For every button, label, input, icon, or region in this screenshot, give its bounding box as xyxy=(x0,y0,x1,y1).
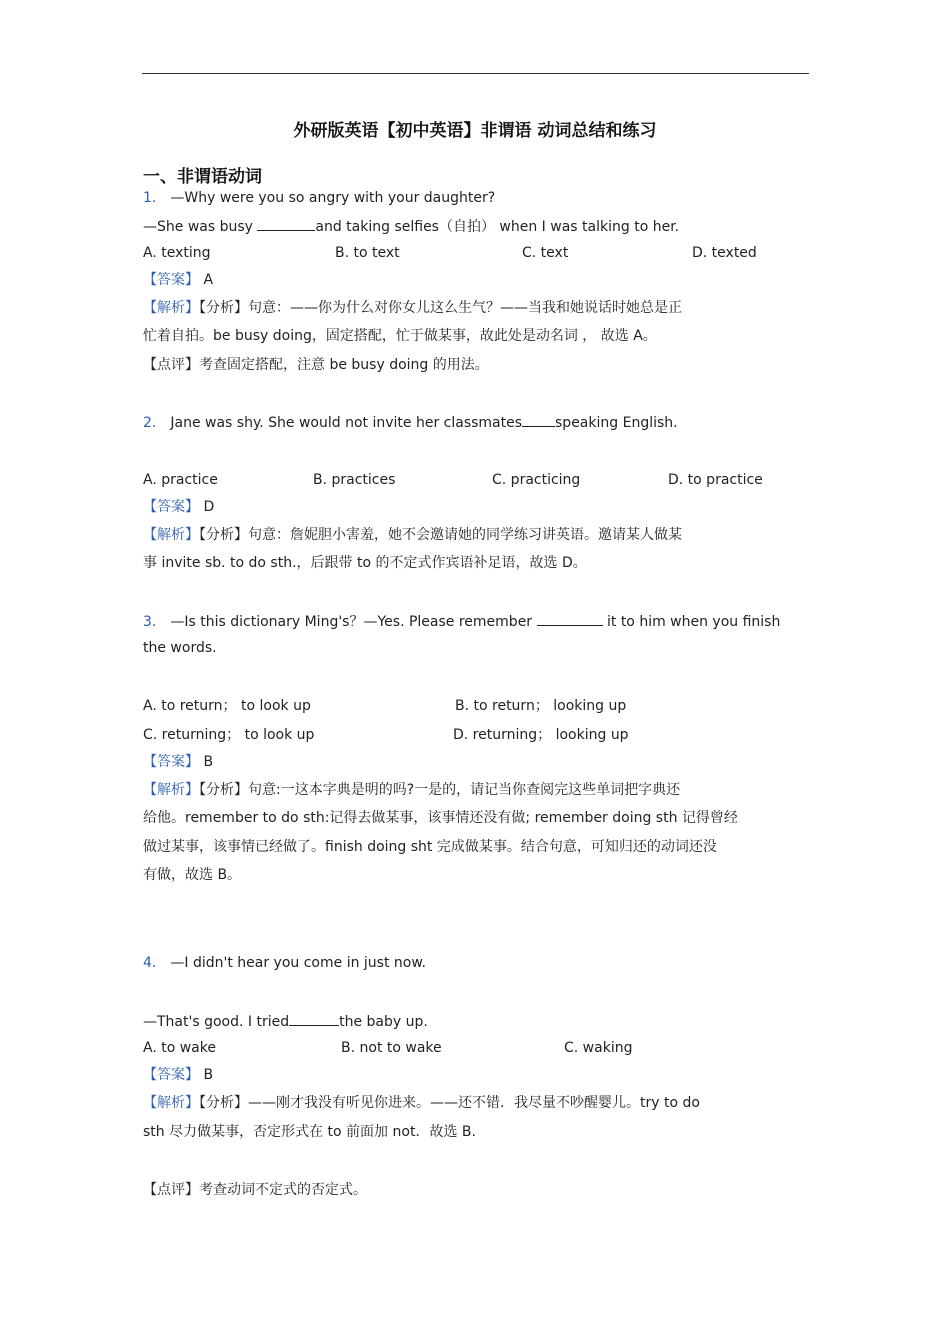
top-rule xyxy=(142,73,809,74)
answer-tag: 【答案】 xyxy=(143,754,199,770)
q3-text-b: it to him when you finish xyxy=(606,614,781,630)
q4-answer xyxy=(143,1065,213,1085)
q4-option-b: B. not to wake xyxy=(341,1040,442,1056)
q4-comment: 【点评】考查动词不定式的否定式。 xyxy=(143,1182,367,1198)
answer-tag: 【答案】 xyxy=(143,499,199,515)
q4-analysis2: sth 尽力做某事，否定形式在 to 前面加 not．故选 B. xyxy=(143,1124,476,1140)
q4-analysis-line1 xyxy=(143,1093,700,1113)
q4-analysis1: 【分析】——刚才我没有听见你进来。——还不错．我尽量不吵醒婴儿。try to do xyxy=(199,1095,700,1111)
q1-option-c: C. text xyxy=(522,245,569,261)
q3-analysis1: 【分析】句意:一这本字典是明的吗?一是的，请记当你查阅完这些单词把字典还 xyxy=(199,782,681,798)
q1-line2 xyxy=(143,216,679,237)
q2-option-d: D. to practice xyxy=(668,472,763,488)
q1-analysis2: 忙着自拍。be busy doing，固定搭配，忙于做某事，故此处是动名词 ， 故选 A。 xyxy=(143,328,657,344)
q2-answer xyxy=(143,497,214,517)
q3-analysis-line1 xyxy=(143,780,680,800)
answer-tag: 【答案】 xyxy=(143,272,199,288)
q3-number: 3． xyxy=(143,614,166,630)
q3-text-a: —Is this dictionary Ming's？—Yes. Please remember xyxy=(170,614,533,630)
q1-comment-text: 考查固定搭配，注意 be busy doing 的用法。 xyxy=(199,357,489,373)
q1-analysis1: 【分析】句意：——你为什么对你女儿这么生气？——当我和她说话时她总是正 xyxy=(199,300,682,316)
q1-blank xyxy=(257,216,315,231)
q1-text1: —Why were you so angry with your daughter? xyxy=(170,190,496,206)
q3-blank xyxy=(537,611,603,626)
q3-option-b: B. to return； looking up xyxy=(455,698,627,714)
q4-text2a: —That's good. I tried xyxy=(143,1014,290,1030)
section-heading: 一、非谓语动词 xyxy=(143,167,262,187)
q1-comment xyxy=(143,355,489,375)
q1-option-d: D. texted xyxy=(692,245,757,261)
q4-text1: —I didn't hear you come in just now. xyxy=(170,955,426,971)
q1-text2b: and taking selfies（自拍） when I was talking to her. xyxy=(315,219,680,235)
q2-option-c: C. practicing xyxy=(492,472,581,488)
q2-blank xyxy=(522,412,555,427)
analysis-tag: 【解析】 xyxy=(143,527,199,543)
q3-text2: the words. xyxy=(143,640,217,656)
q1-text2a: —She was busy xyxy=(143,219,258,235)
q1-answer xyxy=(143,270,213,290)
analysis-tag: 【解析】 xyxy=(143,782,199,798)
q3-analysis4: 有做，故选 B。 xyxy=(143,867,242,883)
q2-option-b: B. practices xyxy=(313,472,396,488)
comment-tag: 【点评】 xyxy=(143,357,199,373)
q2-analysis2: 事 invite sb. to do sth.，后跟带 to 的不定式作宾语补足语，故选 D。 xyxy=(143,555,587,571)
q3-analysis2: 给他。remember to do sth:记得去做某事，该事情还没有做; remember doing sth 记得曾经 xyxy=(143,810,738,826)
q1-option-a: A. texting xyxy=(143,245,211,261)
q4-line1 xyxy=(143,953,426,973)
q3-analysis3: 做过某事，该事情已经做了。finish doing sht 完成做某事。结合句意，可知归还的动词还没 xyxy=(143,839,717,855)
q2-analysis1: 【分析】句意：詹妮胆小害羞，她不会邀请她的同学练习讲英语。邀请某人做某 xyxy=(199,527,682,543)
q1-line1 xyxy=(143,188,495,208)
q2-line1 xyxy=(143,412,678,433)
q2-option-a: A. practice xyxy=(143,472,218,488)
q3-option-a: A. to return； to look up xyxy=(143,698,311,714)
page-title: 外研版英语【初中英语】非谓语 动词总结和练习 xyxy=(293,121,657,141)
q2-analysis-line1 xyxy=(143,525,682,545)
q3-answer xyxy=(143,752,213,772)
analysis-tag: 【解析】 xyxy=(143,300,199,316)
q1-answer-value: A xyxy=(203,272,214,288)
q1-number: 1． xyxy=(143,190,166,206)
q4-blank xyxy=(289,1011,339,1026)
q4-option-a: A. to wake xyxy=(143,1040,216,1056)
q2-number: 2． xyxy=(143,415,166,431)
q2-answer-value: D xyxy=(203,499,215,515)
q4-answer-value: B xyxy=(203,1067,214,1083)
q2-text-a: Jane was shy. She would not invite her classmates xyxy=(170,415,523,431)
q3-line1 xyxy=(143,611,780,632)
q4-option-c: C. waking xyxy=(564,1040,633,1056)
q1-option-b: B. to text xyxy=(335,245,400,261)
q3-answer-value: B xyxy=(203,754,214,770)
analysis-tag: 【解析】 xyxy=(143,1095,199,1111)
q3-option-d: D. returning； looking up xyxy=(453,727,629,743)
q4-text2b: the baby up. xyxy=(339,1014,428,1030)
q2-text-b: speaking English. xyxy=(555,415,678,431)
answer-tag: 【答案】 xyxy=(143,1067,199,1083)
q4-line2 xyxy=(143,1011,428,1032)
q3-option-c: C. returning； to look up xyxy=(143,727,315,743)
q4-number: 4． xyxy=(143,955,166,971)
q1-analysis-line1 xyxy=(143,298,682,318)
